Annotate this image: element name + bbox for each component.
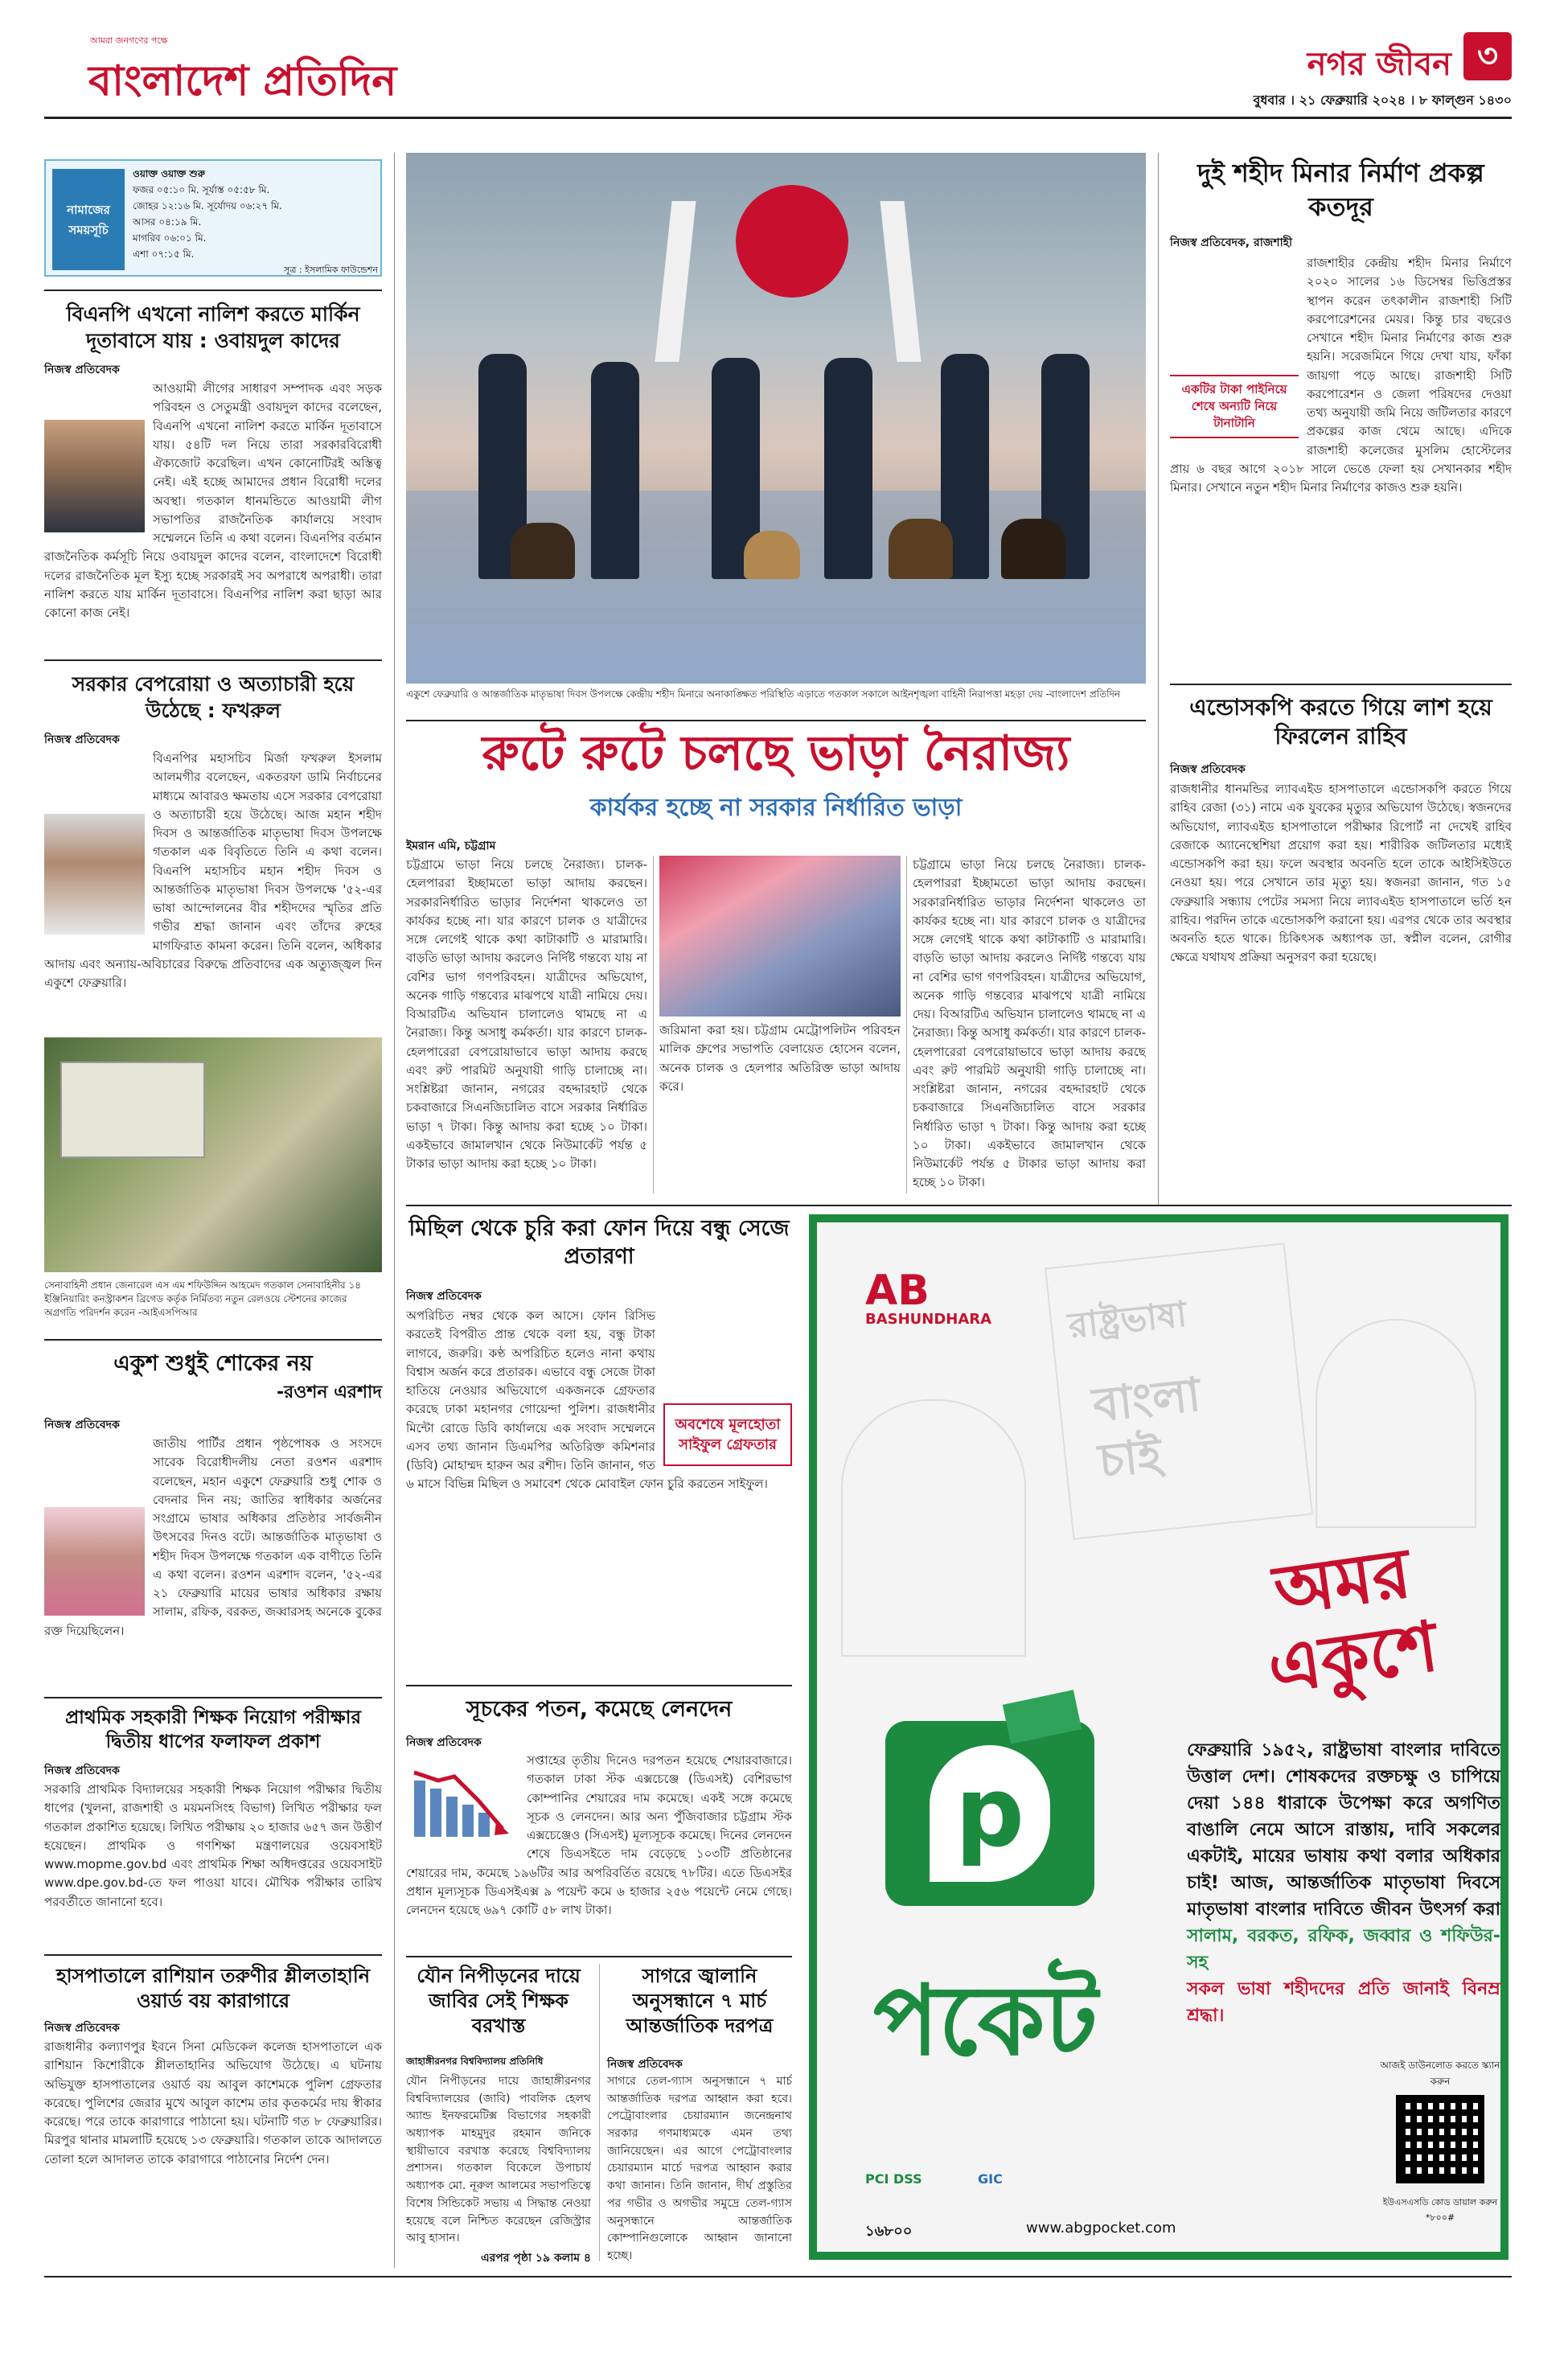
body-fare-col1: চট্টগ্রামে ভাড়া নিয়ে চলছে নৈরাজ্য। চালক-হেলপাররা ইচ্ছামতো ভাড়া আদায় করছেন। সরকারনির্ধারিত ভাড়ার নির্দেশনা থাকলেও তা কার্যকর হচ্ছে না। যার কারণে চালক ও যাত্রীদের সঙ্গে লেগেই থাকে কথা কাটাকাটি ও মারামারি। বাড়তি ভাড়া আদায় করলেও নির্দিষ্ট গন্তব্যে যায় না বেশির ভাগ গণপরিবহন। যাত্রীদের অভিযোগ, অনেক গাড়ি গন্তব্যের মাঝপথে যাত্রী নামিয়ে দেয়। বিআরটিএ অভিযান চালালেও থামছে না এ নৈরাজ্য। কিন্তু অসাধু কর্মকর্তা। যার কারণে চালক-হেলপারেরা বেপরোয়াভাবে ভাড়া আদায় করছে এবং রুট পারমিট অনুযায়ী গাড়ি চালাচ্ছে না। সংশ্লিষ্টরা জানান, নগরের বহদ্দারহাট থেকে চকবাজারে সিএনজিচালিত বাসে সরকার নির্ধারিত ভাড়া ৭ টাকা। কিন্তু আদায় করা হচ্ছে ১০ টাকা। একইভাবে জামালখান থেকে নিউমার্কেট পর্যন্ত ৫ টাকার ভাড়া আদায় করা হচ্ছে ১০ টাকা। (406, 857, 647, 1171)
divider (406, 1956, 792, 1957)
pullquote-minar: একটির টাকা পাইনিয়ে শেষে অন্যটি নিয়ে টানাটানি (1170, 375, 1299, 438)
headline-fare: রুটে রুটে চলছে ভাড়া নৈরাজ্য (482, 725, 1070, 782)
ussd-note: ইউএসএসডি কোড ডায়াল করুন *৮০০# (1382, 2197, 1498, 2223)
headline-bnp: বিএনপি এখনো নালিশ করতে মার্কিন দূতাবাসে যায় : ওবায়দুল কাদের (66, 302, 360, 352)
body-fakhrul-text: বিএনপির মহাসচিব মির্জা ফখরুল ইসলাম আলমগীর বলেছেন, একতরফা ডামি নির্বাচনের মাধ্যমে আবারও ক্ষমতায় এসে সরকার বেপরোয়া ও অত্যাচারী হয়ে উঠেছে। আজ মহান শহীদ দিবস ও আন্তর্জাতিক মাতৃভাষা দিবস উপলক্ষে গতকাল এক বিবৃতিতে তিনি এ কথা বলেন। বিএনপি মহাসচিব মহান শহীদ দিবস ও আন্তর্জাতিক মাতৃভাষা দিবস উপলক্ষে '৫২-এর ভাষা আন্দোলনের বীর শহীদদের স্মৃতির প্রতি গভীর শ্রদ্ধা জানান এবং তাঁদের রুহের মাগফিরাত কামনা করেন। তিনি বলেন, অধিকার আদায় এবং অন্যায়-অবিচারের বিরুদ্ধে প্রতিবাদের এক অত্যুজ্জ্বল দিন একুশে ফেব্রুয়ারি। (44, 751, 382, 990)
minar-pillar (655, 201, 696, 362)
column-rule (906, 856, 907, 1193)
ab-logo: AB (865, 1267, 930, 1315)
ad-message (1187, 1737, 1500, 2029)
body-bnp-text: আওয়ামী লীগের সাধারণ সম্পাদক এবং সড়ক পরিবহন ও সেতুমন্ত্রী ওবায়দুল কাদের বলেছেন, বিএনপি এখনো নালিশ করতে মার্কিন দূতাবাসে যায়। ৫৪টি দল নিয়ে তারা সরকারবিরোধী ঐক্যজোট করেছিল। এখন কোনোটিরই অস্তিত্ব নেই। এই হচ্ছে আমাদের প্রধান বিরোধী দলের অবস্থা। গতকাল ধানমন্ডিতে আওয়ামী লীগ সভাপতির রাজনৈতিক কার্যালয়ে সংবাদ সম্মেলনে তিনি এ কথা বলেন। বিএনপির বর্তমান রাজনৈতিক কর্মসূচি নিয়ে ওবায়দুল কাদের বলেন, বাংলাদেশে বিরোধী দলের রাজনৈতিক মূল ইস্যু হচ্ছে সরকারই সব অপরাধে অপরাধী। তারা নালিশ করতে যায় মার্কিন দূতাবাসে। বিএনপির নালিশ করা ছাড়া আর কোনো কাজ নেই। (44, 381, 382, 620)
body-stock-text: সপ্তাহের তৃতীয় দিনেও দরপতন হয়েছে শেয়ারবাজারে। গতকাল ঢাকা স্টক এক্সচেঞ্জে (ডিএসই) বেশিরভাগ কোম্পানির শেয়ারের দাম কমেছে। একই সঙ্গে কমেছে সূচক ও লেনদেন। আর অন্য পুঁজিবাজার চট্টগ্রাম স্টক এক্সচেঞ্জেও (সিএসই) মূল্যসূচক কমেছে। দিনের লেনদেন শেষে ডিএসইতে দাম বেড়েছে ১০৩টি প্রতিষ্ঠানের শেয়ারের দাম, কমেছে ১৯৬টির আর অপরিবর্তিত রয়েছে ৭৮টির। এতে ডিএসইর প্রধান মূল্যসূচক ডিএসইএক্স ৯ পয়েন্ট কমে ৬ হাজার ২৫৬ পয়েন্টে নেমে গেছে। লেনদেন হয়েছে ৬৯৭ কোটি ৫৮ লাখ টাকা। (406, 1753, 792, 1917)
bar (462, 1805, 474, 1837)
minar-pillar (880, 201, 921, 362)
byline-jabi: জাহাঙ্গীরনগর বিশ্ববিদ্যালয় প্রতিনিধি (406, 2056, 544, 2067)
body-stock (406, 1752, 792, 1949)
body-russian: রাজধানীর কল্যাণপুর ইবনে সিনা মেডিকেল কলেজ হাসপাতালে এক রাশিয়ান কিশোরীকে শ্লীলতাহানির অভিযোগ উঠেছে। এ ঘটনায় অভিযুক্ত হাসপাতালের ওয়ার্ড বয় আবুল কাশেমকে পুলিশ গ্রেফতার করেছে। পুলিশের জেরার মুখে আবুল কাশেম তার কৃতকর্মের দায় স্বীকার করেছে। পরে তাকে কারাগারে পাঠানো হয়। ঘটনাটি গত ৮ ফেব্রুয়ারির। মিরপুর থানার মামলাটি হয়েছে ১৩ ফেব্রুয়ারি। গতকাল তাকে আদালতে তোলা হলে আদালত তাকে কারাগারে পাঠানোর নির্দেশ দেন। (44, 2039, 382, 2167)
headline-stock: সূচকের পতন, কমেছে লেনদেন (466, 1697, 733, 1722)
divider (406, 1685, 792, 1686)
byline-phone: নিজস্ব প্রতিবেদক (406, 1290, 482, 1303)
sketch-text: রাষ্ট্রভাষা (1066, 1293, 1189, 1347)
column-rule (1158, 153, 1159, 1206)
bar (478, 1813, 490, 1837)
stock-decline-graphic (406, 1756, 519, 1845)
footer-rule (44, 2276, 1512, 2277)
body-jabi: যৌন নিপীড়নের দায়ে জাহাঙ্গীরনগর বিশ্ববিদ্যালয়ের (জাবি) পাবলিক হেলথ অ্যান্ড ইনফরমেটিক্স বিভাগের সহকারী অধ্যাপক মাহমুদুর রহমান জনিকে স্থায়ীভাবে বরখাস্ত করেছে বিশ্ববিদ্যালয় প্রশাসন। গতকাল বিকেলে উপাচার্য অধ্যাপক মো. নূরুল আলমের সভাপতিত্বে বিশেষ সিন্ডিকেট সভায় এ সিদ্ধান্ত নেওয়া হয়েছে বলে নিশ্চিত করেছেন রেজিস্ট্রার আবু হাসান। (406, 2075, 591, 2245)
column-rule (599, 1964, 600, 2261)
headline-ershad: একুশ শুধুই শোকের নয় (113, 1351, 313, 1376)
dog (1001, 519, 1065, 579)
prayer-source: সূত্র : ইসলামিক ফাউন্ডেশন (284, 265, 378, 275)
divider (44, 290, 382, 291)
prayer-row: আসর ০৪:১৯ মি. (133, 216, 202, 228)
body-endoscopy: রাজধানীর ধানমন্ডির ল্যাবএইড হাসপাতালে এন্ডোসকপি করতে গিয়ে রাহিব রেজা (৩১) নামে এক যুবকের মৃত্যুর অভিযোগ উঠেছে। স্বজনদের অভিযোগ, ল্যাবএইড হাসপাতালে পরীক্ষার রিপোর্ট না দেখেই রাহিব রেজাকে অ্যানেস্থেশিয়া প্রয়োগ করা হয়। শারীরিক জটিলতার মধ্যেই এন্ডোসকপি করা হয়। ফলে অবস্থার অবনতি হলে তাকে আইসিইউতে নেওয়া হয়। পরে সেখানে তার মৃত্যু হয়। স্বজনরা জানান, গত ১৫ ফেব্রুয়ারি সন্ধ্যায় পেটের সমস্যা নিয়ে ল্যাবএইড হাসপাতালে ভর্তি হন রাহিব। পরদিন তাকে এন্ডোসকপি করানো হয়। এরপর থেকে তার অবস্থার অবনতি হতে থাকে। চিকিৎসক অধ্যাপক ডা. স্বপ্নীল বলেন, রোগীর ক্ষেত্রে যথাযথ প্রক্রিয়া অনুসরণ করা হয়েছে। (1170, 782, 1512, 965)
body-minar (1170, 254, 1512, 672)
body-fare-col2: জরিমানা করা হয়। চট্টগ্রাম মেট্রোপলিটন পরিবহন মালিক গ্রুপের সভাপতি বেলায়েত হোসেন বলেন, অনেক চালক ও হেলপার অতিরিক্ত ভাড়া আদায় করে। (659, 1023, 901, 1094)
ad-martyrs: সালাম, বরকত, রফিক, জব্বার ও শফিউর-সহ (1187, 1926, 1500, 1973)
divider (406, 1205, 1512, 1206)
divider (406, 720, 1146, 721)
rab-officer (824, 358, 872, 579)
divider (44, 659, 382, 661)
rab-officer (591, 362, 639, 579)
divider (44, 1339, 382, 1341)
byline-ershad: নিজস্ব প্রতিবেদক (44, 1419, 120, 1431)
subhead-ershad: -রওশন এরশাদ (276, 1382, 382, 1403)
masthead: বাংলাদেশ প্রতিদিন (88, 57, 397, 105)
bar (446, 1797, 458, 1837)
hotline-number[interactable]: ১৬৮০০ (865, 2223, 913, 2240)
pocket-wallet-icon (885, 1721, 1094, 1906)
prayer-times-box (44, 159, 382, 277)
headline-russian: হাসপাতালে রাশিয়ান তরুণীর শ্লীলতাহানি ওয়ার্ড বয় কারাগারে (55, 1965, 371, 2013)
body-phone (406, 1307, 792, 1677)
website-link[interactable]: www.abgpocket.com (1026, 2220, 1176, 2236)
arrowhead (495, 1821, 509, 1835)
sketch-placard (1045, 1242, 1313, 1539)
photo-bus-inspection (659, 856, 901, 1017)
minar-red-sun (736, 185, 848, 298)
sketch-text: বাংলা চাই (1090, 1366, 1204, 1489)
amar-ekushe-calligraphy: অমর একুশে (1263, 1533, 1443, 1710)
photo-obaidul-quader (44, 420, 145, 532)
headline-fakhrul: সরকার বেপরোয়া ও অত্যাচারী হয়ে উঠেছে : ফখরুল (72, 672, 355, 722)
byline-bnp: নিজস্ব প্রতিবেদক (44, 363, 120, 376)
advertisement-bashundhara-pocket[interactable] (809, 1214, 1508, 2260)
bar (430, 1789, 441, 1837)
ad-message-body: ফেব্রুয়ারি ১৯৫২, রাষ্ট্রভাষা বাংলার দাবিতে উত্তাল দেশ। শোষকদের রক্তচক্ষু ও চাপিয়ে দেয়া ১৪৪ ধারাকে উপেক্ষা করে অগণিত বাঙালি নেমে আসে রাস্তায়, দাবি সকলের একটাই, মায়ের ভাষায় কথা বলার অধিকার চাই! আজ, আন্তর্জাতিক মাতৃভাষা দিবসে মাতৃভাষা বাংলার দাবিতে জীবন উৎসর্গ করা (1187, 1740, 1500, 1920)
photo-rowshan-ershad (44, 1507, 145, 1616)
page-number: ৩ (1463, 32, 1512, 80)
box-phone: অবশেষে মূলহোতা সাইফুল গ্রেফতার (663, 1403, 792, 1466)
body-phone-text: অপরিচিত নম্বর থেকে কল আসে। ফোন রিসিভ করতেই বিপরীত প্রান্ত থেকে বলা হয়, বন্ধু টাকা লাগবে, জরুরি। কণ্ঠ অপরিচিত হলেও নানা কথায় বিশ্বাস অর্জন করে প্রতারক। এভাবে বন্ধু সেজে টাকা হাতিয়ে নেওয়ার অভিযোগে একজনকে গ্রেফতার করেছে ঢাকা মহানগর গোয়েন্দা পুলিশ। রাজধানীর মিন্টো রোডে ডিবি কার্যালয়ে এক সংবাদ সম্মেলনে এসব তথ্য জানান ডিএমপির অতিরিক্ত কমিশনার (ডিবি) মোহাম্মদ হারুন অর রশীদ। তিনি জানান, গত ৬ মাসে বিভিন্ন মিছিল ও সমাবেশ থেকে মোবাইল ফোন চুরি করতেন সাইফুল। (406, 1308, 768, 1492)
pocket-wordmark: পকেট (873, 1965, 1098, 2077)
column-rule (653, 856, 654, 1193)
body-minar-text: রাজশাহীর কেন্দ্রীয় শহীদ মিনার নির্মাণে ২০২০ সালের ১৬ ডিসেম্বর ভিত্তিপ্রস্তর স্থাপন করেন তৎকালীন রাজশাহী সিটি করপোরেশনের মেয়র। কিন্তু চার বছরেও সেখানে শহীদ মিনার নির্মাণের কাজ শুরু হয়নি। সরেজমিনে গিয়ে দেখা যায়, ফাঁকা জায়গা পড়ে আছে। রাজশাহী সিটি করপোরেশন ও জেলা পরিষদের দেওয়া তথ্য অনুযায়ী জমি নিয়ে জটিলতার কারণে প্রকল্পের কাজ থেমে আছে। এদিকে রাজশাহী কলেজের মুসলিম হোস্টেলের প্রায় ৬ বছর আগে ২০১৮ সালে ভেঙে ফেলা হয় সেখানকার শহীদ মিনার। সেখানে নতুন শহীদ মিনার নির্মাণের কাজও শুরু হয়নি। (1170, 256, 1512, 495)
dateline: বুধবার । ২১ ফেব্রুয়ারি ২০২৪ । ৮ ফাল্গুন ১৪৩০ (1253, 92, 1512, 108)
byline-fakhrul: নিজস্ব প্রতিবেদক (44, 733, 120, 746)
bar (414, 1780, 425, 1837)
byline-endoscopy: নিজস্ব প্রতিবেদক (1170, 763, 1246, 776)
partner-pci-dss: PCI DSS (865, 2171, 922, 2187)
byline-energy: নিজস্ব প্রতিবেদক (607, 2058, 683, 2071)
masthead-tagline: আমরা জনগণের পক্ষে (90, 35, 168, 46)
sketch-figure (1316, 1319, 1476, 1528)
prayer-row: মাগরিব ০৬:০১ মি. (133, 232, 207, 244)
prayer-title: নামাজের সময়সূচি (52, 169, 125, 270)
body-ershad (44, 1435, 382, 1688)
body-energy: সাগরে তেল-গ্যাস অনুসন্ধানে ৭ মার্চ আন্তর্জাতিক দরপত্র আহ্বান করা হবে। পেট্রোবাংলার চেয়ারম্যান জনেন্দ্রনাথ সরকার গণমাধ্যমকে এমন তথ্য জানিয়েছেন। এর আগে পেট্রোবাংলার চেয়ারম্যান মার্চে দরপত্র আহ্বান করার কথা জানান। তিনি জানান, দীর্ঘ প্রস্তুতির পর গভীর ও অগভীর সমুদ্রে তেল-গ্যাস অনুসন্ধানে আন্তর্জাতিক কোম্পানিগুলোকে আহ্বান জানানো হচ্ছে। (607, 2075, 792, 2262)
banknote-icon (1003, 1690, 1082, 1744)
dog (889, 519, 953, 579)
subhead-fare: কার্যকর হচ্ছে না সরকার নির্ধারিত ভাড়া (589, 794, 963, 822)
photo-fakhrul (44, 814, 145, 934)
divider (44, 1697, 382, 1698)
byline-stock: নিজস্ব প্রতিবেদক (406, 1736, 482, 1749)
brand-name: BASHUNDHARA (865, 1311, 992, 1328)
photo-shaheed-minar (406, 153, 1146, 684)
body-fakhrul (44, 750, 382, 1027)
body-ershad-text: জাতীয় পার্টির প্রধান পৃষ্ঠপোষক ও সংসদে সাবেক বিরোধীদলীয় নেতা রওশন এরশাদ বলেছেন, মহান একুশে ফেব্রুয়ারি শুধু শোক ও বেদনার দিন নয়; জাতির স্বাধিকার অর্জনের সংগ্রামে ভাষার অধিকার প্রতিষ্ঠার সার্বজনীন উৎসবের দিনও বটে। আন্তর্জাতিক মাতৃভাষা ও শহীদ দিবস উপলক্ষে গতকাল এক বাণীতে তিনি এ কথা বলেন। রওশন এরশাদ বলেন, '৫২-এর ২১ ফেব্রুয়ারি মায়ের ভাষার অধিকার রক্ষায় সালাম, রফিক, বরকত, জব্বারসহ অনেকে বুকের রক্ত দিয়েছিলেন। (44, 1436, 382, 1638)
headline-phone: মিছিল থেকে চুরি করা ফোন দিয়ে বন্ধু সেজে প্রতারণা (408, 1216, 790, 1270)
dog (744, 531, 800, 579)
headline-jabi: যৌন নিপীড়নের দায়ে জাবির সেই শিক্ষক বরখাস্ত (417, 1965, 581, 2038)
divider (44, 1954, 382, 1956)
headline-energy: সাগরে জ্বালানি অনুসন্ধানে ৭ মার্চ আন্তর্জাতিক দরপত্র (626, 1965, 774, 2038)
qr-code[interactable] (1396, 2095, 1484, 2183)
headline-teachers: প্রাথমিক সহকারী শিক্ষক নিয়োগ পরীক্ষার দ্বিতীয় ধাপের ফলাফল প্রকাশ (64, 1707, 362, 1752)
caption-army: সেনাবাহিনী প্রধান জেনারেল এস এম শফিউদ্দিন আহমেদ গতকাল সেনাবাহিনীর ১৪ ইঞ্জিনিয়ারিং কনস্ট্রাকশন ব্রিগেড কর্তৃক নির্মিতব্য নতুন রেলওয়ে স্টেশনের কাজের অগ্রগতি পরিদর্শন করেন -আইএসপিআর (44, 1279, 362, 1318)
dog (511, 523, 575, 579)
byline-minar: নিজস্ব প্রতিবেদক, রাজশাহী (1170, 236, 1292, 249)
caption-shaheed-minar: একুশে ফেব্রুয়ারি ও আন্তর্জাতিক মাতৃভাষা দিবস উপলক্ষে কেন্দ্রীয় শহীদ মিনারে অনাকাঙ্ক্ষিত পরিস্থিতি এড়াতে গতকাল সকালে আইনশৃঙ্খলা বাহিনী নিরাপত্তা মহড়া দেয় -বাংলাদেশ প্রতিদিন (406, 688, 1121, 700)
headline-endoscopy: এন্ডোসকপি করতে গিয়ে লাশ হয়ে ফিরলেন রাহিব (1189, 694, 1492, 750)
divider (1170, 684, 1512, 685)
column-rule (394, 153, 395, 2268)
qr-label: আজই ডাউনলোড করতে স্ক্যান করুন (1380, 2060, 1500, 2087)
body-bnp (44, 380, 382, 645)
headline-minar: দুই শহীদ মিনার নির্মাণ প্রকল্প কতদূর (1197, 158, 1484, 222)
prayer-row: এশা ০৭:১৫ মি. (133, 248, 195, 260)
prayer-row: জোহর ১২:১৬ মি. সূর্যোদয় ০৬:২৭ মি. (133, 200, 282, 212)
header-rule (44, 117, 1512, 119)
byline-russian: নিজস্ব প্রতিবেদক (44, 2022, 120, 2035)
map-board (60, 1062, 205, 1158)
body-fare-col3: চট্টগ্রামে ভাড়া নিয়ে চলছে নৈরাজ্য। চালক-হেলপাররা ইচ্ছামতো ভাড়া আদায় করছেন। সরকারনির্ধারিত ভাড়ার নির্দেশনা থাকলেও তা কার্যকর হচ্ছে না। যার কারণে চালক ও যাত্রীদের সঙ্গে লেগেই থাকে কথা কাটাকাটি ও মারামারি। বাড়তি ভাড়া আদায় করলেও নির্দিষ্ট গন্তব্যে যায় না বেশির ভাগ গণপরিবহন। যাত্রীদের অভিযোগ, অনেক গাড়ি গন্তব্যের মাঝপথে যাত্রী নামিয়ে দেয়। বিআরটিএ অভিযান চালালেও থামছে না এ নৈরাজ্য। কিন্তু অসাধু কর্মকর্তা। যার কারণে চালক-হেলপারেরা বেপরোয়াভাবে ভাড়া আদায় করছে এবং রুট পারমিট অনুযায়ী গাড়ি চালাচ্ছে না। সংশ্লিষ্টরা জানান, নগরের বহদ্দারহাট থেকে চকবাজারে সিএনজিচালিত বাসে সরকার নির্ধারিত ভাড়া ৭ টাকা। কিন্তু আদায় করা হচ্ছে ১০ টাকা। একইভাবে জামালখান থেকে নিউমার্কেট পর্যন্ত ৫ টাকার ভাড়া আদায় করা হচ্ছে ১০ টাকা। (913, 857, 1146, 1190)
ad-tribute: সকল ভাষা শহীদদের প্রতি জানাই বিনম্র শ্রদ্ধা। (1187, 1979, 1500, 2026)
partner-gic: GIC (978, 2171, 1003, 2187)
pocket-p-icon: p (930, 1745, 1050, 1882)
body-teachers: সরকারি প্রাথমিক বিদ্যালয়ের সহকারী শিক্ষক নিয়োগ পরীক্ষার দ্বিতীয় ধাপের (খুলনা, রাজশাহী ও ময়মনসিংহ বিভাগ) লিখিত পরীক্ষার ফল গতকাল প্রকাশিত হয়েছে। লিখিত পরীক্ষায় ২০ হাজার ৬৫৭ জন উত্তীর্ণ হয়েছেন। প্রাথমিক ও গণশিক্ষা মন্ত্রণালয়ের ওয়েবসাইট www.mopme.gov.bd এবং প্রাথমিক শিক্ষা অধিদপ্তরের ওয়েবসাইট www.dpe.gov.bd-তে ফল পাওয়া যাবে। মৌখিক পরীক্ষার তারিখ পরবর্তীতে জানানো হবে। (44, 1782, 382, 1909)
byline-fare: ইমরান এমি, চট্টগ্রাম (406, 840, 496, 852)
section-title: নগর জীবন (1307, 46, 1451, 83)
byline-teachers: নিজস্ব প্রতিবেদক (44, 1764, 120, 1777)
jump-jabi: এরপর পৃষ্ঠা ১৯ কলাম ৪ (480, 2252, 591, 2265)
sketch-figure (841, 1399, 1026, 1657)
prayer-row: ফজর ০৫:১০ মি. সূর্যাস্ত ০৫:৫৮ মি. (133, 184, 270, 195)
prayer-header: ওয়াক্ত ওয়াক্ত শুরু (133, 168, 205, 179)
photo-army-chief (44, 1037, 382, 1272)
